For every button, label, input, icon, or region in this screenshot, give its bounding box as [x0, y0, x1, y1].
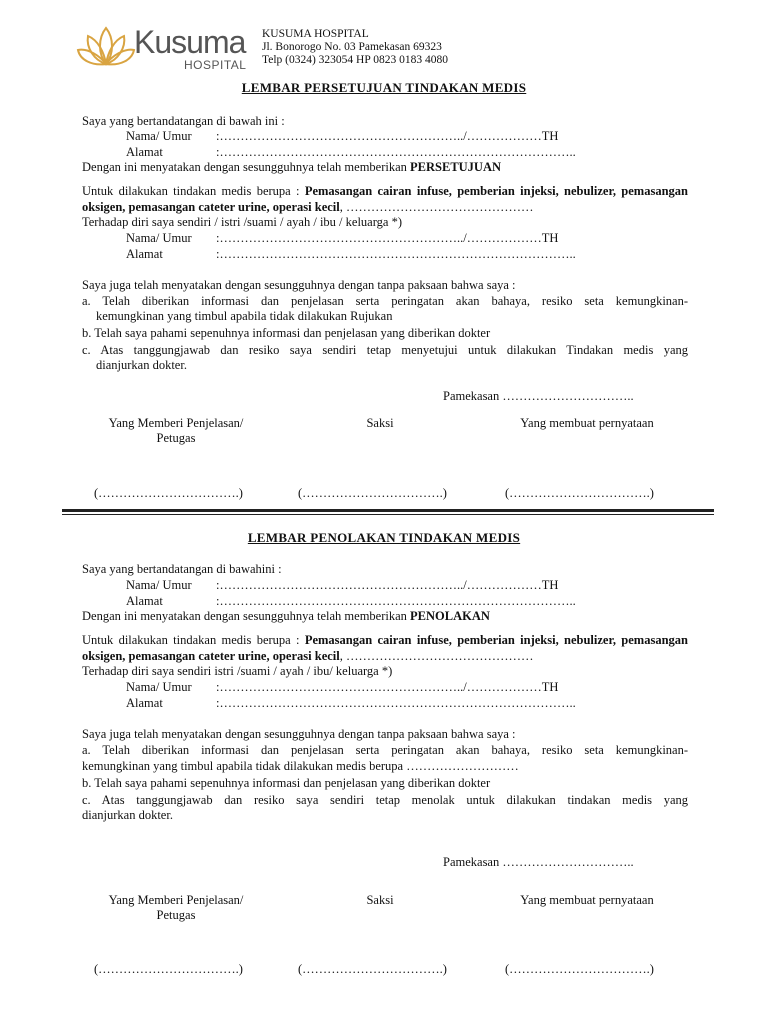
logo-wordmark: Kusuma [134, 24, 246, 60]
consent-action-list: Pemasangan cairan infuse, pemberian injeksi, nebulizer, pemasangan oksigen, pemasangan cateter urine, operasi kecil [82, 184, 688, 214]
consent-place-date: Pamekasan ………………………….. [443, 389, 634, 403]
section-divider-thick [62, 509, 714, 512]
refusal-patient-address-label: Alamat [126, 696, 163, 710]
refusal-action-prefix: Untuk dilakukan tindakan medis berupa : [82, 633, 305, 647]
consent-declaration [82, 160, 688, 175]
consent-subject: Terhadap diri saya sendiri / istri /suami / ayah / ibu / keluarga *) [82, 215, 402, 229]
consent-patient-address-label: Alamat [126, 247, 163, 261]
hospital-name: KUSUMA HOSPITAL [262, 28, 369, 40]
refusal-declaration-word: PENOLAKAN [410, 609, 490, 623]
consent-sig-witness-blank: (…………………………….) [298, 486, 447, 500]
refusal-sig-officer-label [86, 893, 266, 923]
consent-patient-address-field: :………………………………………………………………………….. [216, 247, 576, 261]
consent-statement: Saya juga telah menyatakan dengan sesungguhnya dengan tanpa paksaan bahwa saya : [82, 278, 516, 292]
refusal-item-a: a. Telah diberikan informasi dan penjelasan serta peringatan akan bahaya, resiko seta kemungkinan- [82, 743, 688, 757]
refusal-sig-declarant-label: Yang membuat pernyataan [520, 893, 654, 907]
refusal-item-b: b. Telah saya pahami sepenuhnya informasi dan penjelasan yang diberikan dokter [82, 776, 491, 790]
consent-sig-officer-line2: Petugas [156, 431, 196, 445]
consent-patient-name-field: :…………………………………………………../………………TH [216, 231, 559, 245]
refusal-item-c: c. Atas tanggungjawab dan resiko saya sendiri tetap menolak untuk dilakukan tindakan medis yang [82, 793, 688, 807]
refusal-statement: Saya juga telah menyatakan dengan sesungguhnya dengan tanpa paksaan bahwa saya : [82, 727, 516, 741]
refusal-patient-name-label: Nama/ Umur [126, 680, 192, 694]
refusal-item-c-cont: dianjurkan dokter. [82, 808, 173, 822]
refusal-sig-witness-label: Saksi [366, 893, 394, 907]
consent-item-c-cont: dianjurkan dokter. [96, 358, 187, 372]
refusal-sig-officer-line2: Petugas [156, 908, 196, 922]
refusal-item-a-cont: kemungkinan yang timbul apabila tidak dilakukan medis berupa ……………………… [82, 759, 519, 773]
refusal-place-date: Pamekasan ………………………….. [443, 855, 634, 869]
consent-action [82, 183, 688, 215]
refusal-intro: Saya yang bertandatangan di bawahini : [82, 562, 282, 576]
refusal-action [82, 632, 688, 664]
consent-patient-name-label: Nama/ Umur [126, 231, 192, 245]
consent-action-prefix: Untuk dilakukan tindakan medis berupa : [82, 184, 305, 198]
refusal-action-suffix: , ……………………………………… [339, 649, 534, 663]
refusal-patient-name-field: :…………………………………………………../………………TH [216, 680, 559, 694]
consent-sig-witness-label: Saksi [366, 416, 394, 430]
consent-address-label: Alamat [126, 145, 163, 159]
consent-item-a-cont: kemungkinan yang timbul apabila tidak dilakukan Rujukan [96, 309, 393, 323]
consent-item-c: c. Atas tanggungjawab dan resiko saya sendiri tetap menyetujui untuk dilakukan Tindakan medis yang [82, 343, 688, 357]
consent-address-field: :………………………………………………………………………….. [216, 145, 576, 159]
consent-declaration-text: Dengan ini menyatakan dengan sesungguhnya telah memberikan [82, 160, 411, 174]
consent-title: LEMBAR PERSETUJUAN TINDAKAN MEDIS [241, 80, 527, 95]
consent-item-b: b. Telah saya pahami sepenuhnya informasi dan penjelasan yang diberikan dokter [82, 326, 491, 340]
consent-action-suffix: , ……………………………………… [339, 200, 534, 214]
consent-name-field: :…………………………………………………../………………TH [216, 129, 559, 143]
hospital-address: Jl. Bonorogo No. 03 Pamekasan 69323 [262, 41, 442, 53]
consent-item-a: a. Telah diberikan informasi dan penjelasan serta peringatan akan bahaya, resiko seta kemungkinan- [82, 294, 688, 308]
consent-sig-officer-label [86, 416, 266, 446]
lotus-icon [76, 24, 136, 72]
hospital-phone: Telp (0324) 323054 HP 0823 0183 4080 [262, 54, 448, 66]
consent-intro: Saya yang bertandatangan di bawah ini : [82, 114, 285, 128]
refusal-address-field: :………………………………………………………………………….. [216, 594, 576, 608]
refusal-address-label: Alamat [126, 594, 163, 608]
section-divider-thin [62, 514, 714, 515]
refusal-name-label: Nama/ Umur [126, 578, 192, 592]
refusal-sig-officer-blank: (…………………………….) [94, 962, 243, 976]
consent-sig-declarant-blank: (…………………………….) [505, 486, 654, 500]
refusal-name-field: :…………………………………………………../………………TH [216, 578, 559, 592]
refusal-declaration [82, 609, 688, 624]
refusal-sig-declarant-blank: (…………………………….) [505, 962, 654, 976]
refusal-patient-address-field: :………………………………………………………………………….. [216, 696, 576, 710]
refusal-title: LEMBAR PENOLAKAN TINDAKAN MEDIS [247, 530, 521, 545]
refusal-declaration-text: Dengan ini menyatakan dengan sesungguhnya telah memberikan [82, 609, 411, 623]
refusal-action-list: Pemasangan cairan infuse, pemberian injeksi, nebulizer, pemasangan oksigen, pemasangan cateter urine, operasi kecil [82, 633, 688, 663]
consent-declaration-word: PERSETUJUAN [410, 160, 502, 174]
hospital-logo [76, 22, 256, 74]
consent-sig-officer-line1: Yang Memberi Penjelasan/ [108, 416, 244, 430]
consent-sig-declarant-label: Yang membuat pernyataan [520, 416, 654, 430]
refusal-sig-witness-blank: (…………………………….) [298, 962, 447, 976]
logo-subtitle: HOSPITAL [184, 58, 247, 72]
consent-name-label: Nama/ Umur [126, 129, 192, 143]
consent-sig-officer-blank: (…………………………….) [94, 486, 243, 500]
refusal-sig-officer-line1: Yang Memberi Penjelasan/ [108, 893, 244, 907]
refusal-subject: Terhadap diri saya sendiri istri /suami / ayah / ibu/ keluarga *) [82, 664, 393, 678]
